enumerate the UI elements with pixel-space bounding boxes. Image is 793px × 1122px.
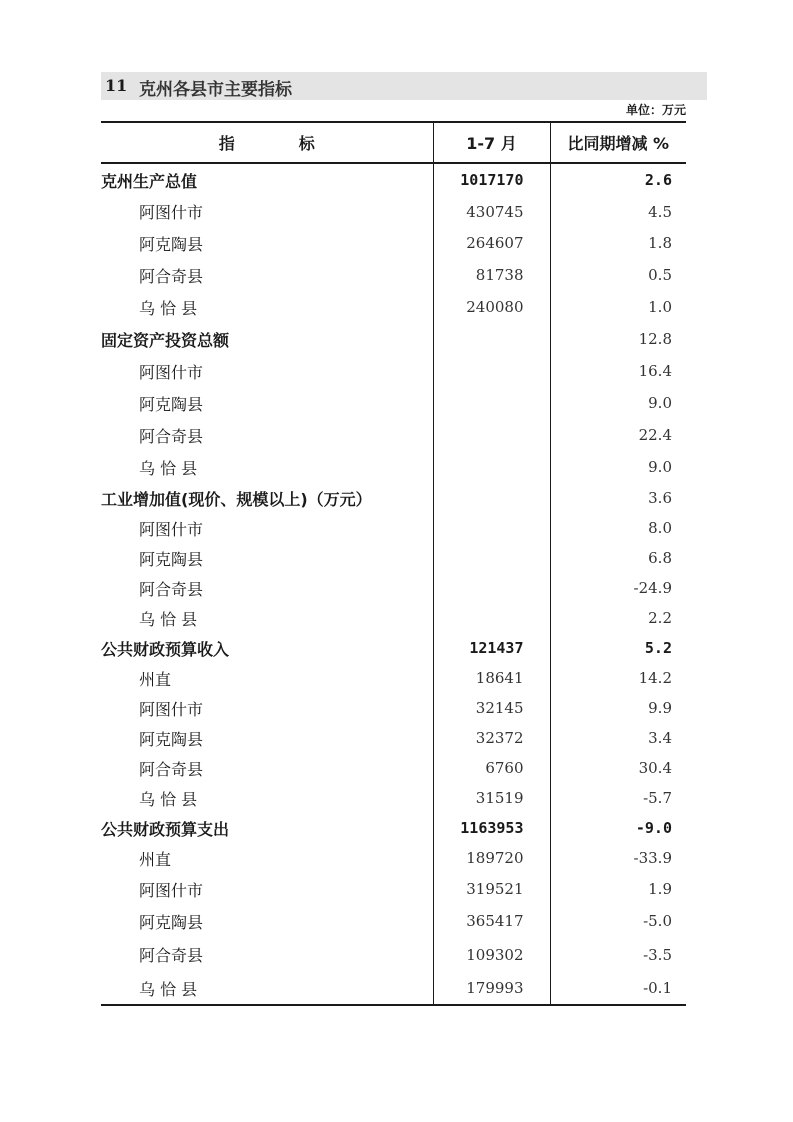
category-row	[101, 483, 686, 513]
growth-value: 9.0	[550, 387, 686, 419]
growth-value: -5.7	[550, 783, 686, 813]
table-row	[101, 451, 686, 483]
period-value: 6760	[433, 753, 550, 783]
indicator-name: 阿图什市	[139, 519, 204, 539]
growth-value: -0.1	[550, 972, 686, 1005]
period-value: 240080	[433, 291, 550, 323]
growth-value: -24.9	[550, 573, 686, 603]
indicator-name: 乌 恰 县	[139, 609, 198, 629]
period-value: 179993	[433, 972, 550, 1005]
period-value: 81738	[433, 259, 550, 291]
indicator-name: 阿合奇县	[139, 579, 204, 599]
period-value: 365417	[433, 905, 550, 937]
period-value	[433, 483, 550, 513]
growth-value: 16.4	[550, 355, 686, 387]
growth-value: -33.9	[550, 843, 686, 873]
table-row	[101, 291, 686, 323]
table-row	[101, 259, 686, 291]
period-value	[433, 573, 550, 603]
section-title-bar	[101, 72, 707, 100]
growth-value: 1.0	[550, 291, 686, 323]
period-value: 109302	[433, 937, 550, 972]
header-indicator: 指 标	[101, 122, 433, 163]
growth-value: 22.4	[550, 419, 686, 451]
table-row	[101, 843, 686, 873]
growth-value: 6.8	[550, 543, 686, 573]
growth-value: -9.0	[550, 813, 686, 843]
table-row	[101, 387, 686, 419]
growth-value: 3.6	[550, 483, 686, 513]
category-row	[101, 633, 686, 663]
table-row	[101, 573, 686, 603]
indicator-name: 阿克陶县	[139, 729, 204, 749]
table-row	[101, 723, 686, 753]
period-value: 319521	[433, 873, 550, 905]
section-title: 克州各县市主要指标	[139, 80, 292, 100]
period-value	[433, 387, 550, 419]
growth-value: 12.8	[550, 323, 686, 355]
table-row	[101, 543, 686, 573]
table-row	[101, 603, 686, 633]
growth-value: 4.5	[550, 196, 686, 227]
header-growth: 比同期增减 %	[550, 122, 686, 163]
growth-value: 0.5	[550, 259, 686, 291]
period-value: 1017170	[433, 163, 550, 196]
period-value	[433, 323, 550, 355]
growth-value: 2.6	[550, 163, 686, 196]
indicator-name: 州直	[139, 849, 172, 869]
indicator-name: 阿图什市	[139, 699, 204, 719]
period-value: 121437	[433, 633, 550, 663]
indicator-name: 乌 恰 县	[139, 789, 198, 809]
indicator-name: 阿克陶县	[139, 234, 204, 254]
period-value	[433, 603, 550, 633]
period-value: 189720	[433, 843, 550, 873]
table-row	[101, 227, 686, 259]
indicator-name: 公共财政预算收入	[101, 639, 230, 659]
indicator-name: 固定资产投资总额	[101, 330, 230, 350]
indicator-name: 公共财政预算支出	[101, 819, 230, 839]
growth-value: 14.2	[550, 663, 686, 693]
period-value: 430745	[433, 196, 550, 227]
indicator-name: 阿克陶县	[139, 394, 204, 414]
period-value: 1163953	[433, 813, 550, 843]
indicator-name: 阿合奇县	[139, 266, 204, 286]
growth-value: 3.4	[550, 723, 686, 753]
growth-value: 8.0	[550, 513, 686, 543]
table-row	[101, 753, 686, 783]
period-value	[433, 355, 550, 387]
table-row	[101, 355, 686, 387]
indicator-name: 阿合奇县	[139, 946, 204, 965]
period-value	[433, 513, 550, 543]
indicator-name: 阿合奇县	[139, 426, 204, 446]
table-row	[101, 937, 686, 972]
table-row	[101, 905, 686, 937]
period-value: 32145	[433, 693, 550, 723]
growth-value: 1.8	[550, 227, 686, 259]
growth-value: -5.0	[550, 905, 686, 937]
indicator-name: 乌 恰 县	[139, 458, 198, 478]
table-row	[101, 972, 686, 1005]
indicator-name: 克州生产总值	[101, 171, 198, 191]
growth-value: 30.4	[550, 753, 686, 783]
growth-value: -3.5	[550, 937, 686, 972]
indicator-name: 阿图什市	[139, 880, 204, 900]
indicator-name: 乌 恰 县	[101, 972, 433, 1005]
indicator-name: 阿图什市	[139, 203, 204, 222]
period-value: 32372	[433, 723, 550, 753]
table-row	[101, 693, 686, 723]
period-value: 31519	[433, 783, 550, 813]
indicator-name: 阿克陶县	[139, 549, 204, 569]
unit-label: 单位：万元	[625, 103, 686, 117]
growth-value: 1.9	[550, 873, 686, 905]
table-header-row	[101, 122, 686, 163]
indicators-table	[101, 121, 686, 1006]
indicator-name: 工业增加值(现价、规模以上)（万元）	[101, 489, 372, 509]
period-value: 18641	[433, 663, 550, 693]
growth-value: 2.2	[550, 603, 686, 633]
table-row	[101, 513, 686, 543]
indicator-name: 阿图什市	[139, 362, 204, 382]
category-row	[101, 813, 686, 843]
category-row	[101, 323, 686, 355]
growth-value: 9.0	[550, 451, 686, 483]
period-value: 264607	[433, 227, 550, 259]
table-row	[101, 663, 686, 693]
table-row	[101, 873, 686, 905]
indicator-name: 州直	[139, 669, 172, 689]
indicator-name: 阿合奇县	[139, 759, 204, 779]
period-value	[433, 451, 550, 483]
growth-value: 5.2	[550, 633, 686, 663]
section-number: 11	[105, 76, 128, 95]
table-row	[101, 419, 686, 451]
table-row	[101, 783, 686, 813]
period-value	[433, 543, 550, 573]
period-value	[433, 419, 550, 451]
header-period: 1-7 月	[433, 122, 550, 163]
table-row	[101, 196, 686, 227]
indicator-name: 乌 恰 县	[139, 298, 198, 318]
indicator-name: 阿克陶县	[139, 912, 204, 932]
category-row	[101, 163, 686, 196]
growth-value: 9.9	[550, 693, 686, 723]
